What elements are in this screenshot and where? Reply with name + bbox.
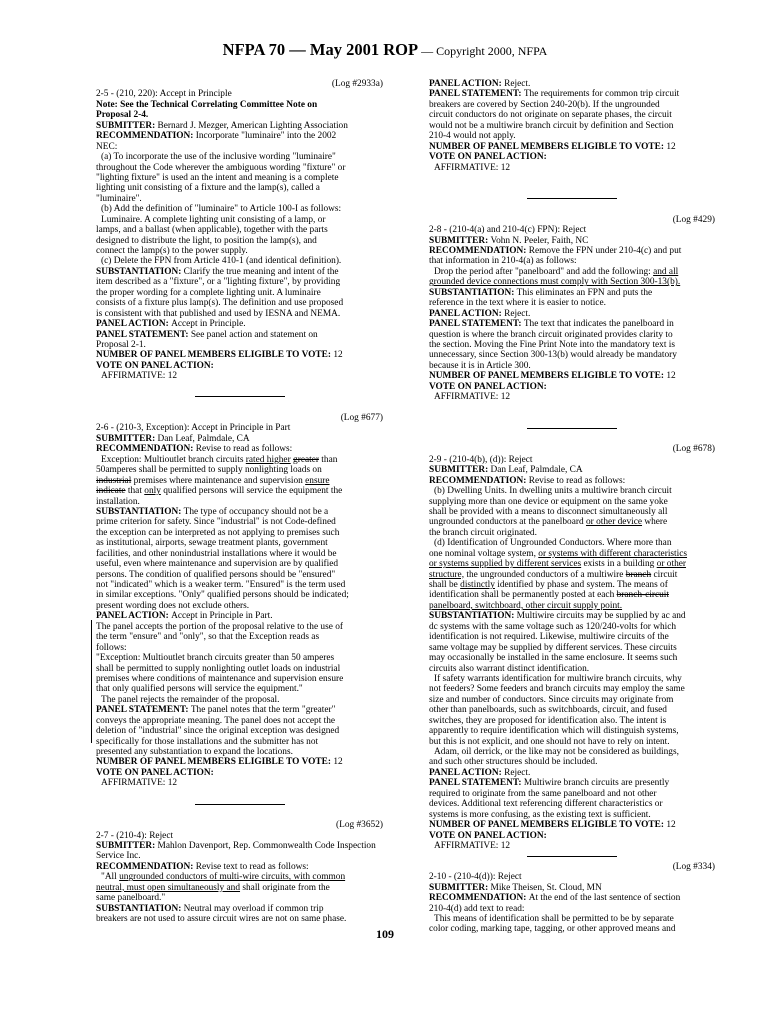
field-label: PANEL STATEMENT:: [429, 89, 524, 100]
field-label: RECOMMENDATION:: [96, 444, 196, 455]
text-line: identification is not required. Likewise, multiwire circuits of the: [429, 632, 669, 643]
field-label: PANEL ACTION:: [429, 308, 505, 319]
inserted-text: only: [144, 486, 161, 497]
text-line: NUMBER OF PANEL MEMBERS ELIGIBLE TO VOTE: 12: [96, 757, 343, 768]
text-line: useful, even where maintenance and supervision are by qualified: [96, 559, 339, 570]
text-line: NUMBER OF PANEL MEMBERS ELIGIBLE TO VOTE: 12: [429, 371, 676, 382]
inserted-text: or systems supplied by different services: [429, 559, 582, 570]
text-line: breakers are not used to assure circuit wires are not on same phase.: [96, 914, 347, 924]
field-label: RECOMMENDATION:: [96, 861, 196, 872]
separator-rule: [195, 804, 285, 805]
text-line: RECOMMENDATION: Revise text to read as follows:: [96, 861, 309, 872]
text-line: VOTE ON PANEL ACTION:: [429, 381, 547, 392]
text-line: or systems supplied by different services exists in a building or other: [429, 559, 687, 570]
copyright-notice: — Copyright 2000, NFPA: [418, 44, 548, 58]
text-line: prime criterion for safety. Since "industrial" is not Code-defined: [96, 517, 336, 528]
spacer: [429, 173, 715, 183]
text-line: as institutional, airports, sewage treatment plants, government: [96, 538, 328, 549]
text-line: "luminaire".: [96, 193, 142, 204]
text-line: that only qualified persons will service the equipment.": [96, 684, 303, 695]
field-label: SUBMITTER:: [429, 465, 491, 476]
text-line: one nominal voltage system, or systems with different characteristics: [429, 548, 688, 559]
text-line: PANEL ACTION: Reject.: [429, 308, 531, 319]
text-line: shall be distinctly identified by phase and system. The means of: [429, 580, 668, 590]
text-line: 210-4 would not apply.: [429, 131, 516, 142]
text-line: PANEL ACTION: Reject.: [429, 767, 531, 778]
text-line: same voltage may be supplied by different services. These circuits: [429, 642, 677, 653]
text-line: shall be permitted to supply nonlighting outlet loads on industrial: [96, 663, 341, 674]
text-line: circuits also warrant distinct identification.: [429, 663, 590, 674]
text-line: may occasionally be installed in the same enclosure. It seems such: [429, 653, 678, 664]
text-line: SUBMITTER: Bernard J. Mezger, American Lighting Association: [96, 120, 348, 131]
separator-rule: [527, 856, 617, 857]
text-line: "All ungrounded conductors of multi-wire circuits, with common: [101, 872, 346, 883]
text-line: Service Inc.: [96, 851, 141, 862]
proposal-separator: [96, 392, 383, 402]
text-line: the proper wording for a complete lighting unit. A luminaire: [96, 287, 321, 298]
inserted-text: grounded device connections must comply with Section 300-13(b).: [429, 277, 681, 288]
text-line: conveys the appropriate meaning. The panel does not accept the: [96, 715, 336, 726]
text-line: SUBMITTER: Mike Theisen, St. Cloud, MN: [429, 882, 602, 893]
text-line: Exception: Multioutlet branch circuits rated higher greater than: [101, 454, 338, 465]
vote-count: 12: [666, 820, 676, 831]
deleted-text: branch-circuit: [616, 590, 669, 601]
text-line: supplying more than one device or equipment on the same yoke: [429, 496, 668, 507]
page-header: [0, 40, 770, 60]
text-line: 2-8 - (210-4(a) and 210-4(c) FPN): Reject: [429, 225, 587, 236]
text-line: RECOMMENDATION: Remove the FPN under 210-4(c) and put: [429, 246, 682, 256]
inserted-text: rated higher: [245, 454, 291, 465]
text-line: "lighting fixture" is used an the intent and meaning is a complete: [96, 172, 339, 183]
field-label: RECOMMENDATION:: [429, 893, 529, 904]
text-line: VOTE ON PANEL ACTION:: [96, 360, 214, 371]
left-column: [96, 79, 383, 924]
text-line: RECOMMENDATION: Incorporate "luminaire" into the 2002: [96, 131, 337, 142]
text-line: NUMBER OF PANEL MEMBERS ELIGIBLE TO VOTE: 12: [96, 350, 343, 361]
vote-count: 12: [666, 371, 676, 382]
text-line: AFFIRMATIVE: 12: [434, 392, 511, 403]
deleted-text: industrial: [96, 475, 132, 486]
text-line: PANEL ACTION: Reject.: [429, 79, 531, 89]
text-line: circuit conductors do not originate on separate phases, the circuit: [429, 110, 672, 121]
text-line: 2-5 - (210, 220): Accept in Principle: [96, 89, 232, 100]
text-line: AFFIRMATIVE: 12: [101, 778, 178, 789]
text-line: PANEL STATEMENT: The requirements for common trip circuit: [429, 89, 680, 100]
text-line: but this is not explicit, and one should not have to rely on intent.: [429, 736, 670, 747]
text-line: not feeders? Some feeders and branch circuits may employ the same: [429, 684, 685, 695]
text-line: color coding, marking tape, tagging, or other approved means and: [429, 924, 676, 935]
revision-bar: [91, 620, 92, 743]
text-line: "Exception: Multioutlet branch circuits greater than 50 amperes: [96, 653, 335, 664]
proposal-separator: [429, 851, 715, 861]
vote-count: 12: [333, 757, 343, 768]
text-line: same panelboard.": [96, 893, 166, 904]
text-line: NEC:: [96, 141, 118, 152]
text-line: industrial premises where maintenance and supervision ensure: [96, 475, 330, 486]
text-line: indicate that only qualified persons will service the equipment the: [96, 486, 343, 497]
text-line: PANEL STATEMENT: See panel action and statement on: [96, 329, 318, 340]
text-line: apparently to require identification which will distinguish systems,: [429, 726, 679, 737]
text-line: RECOMMENDATION: At the end of the last sentence of section: [429, 893, 681, 904]
text-line: size and number of conductors. Since circuits may originate from: [429, 694, 674, 705]
text-line: the exception can be interpreted as not applying to premises such: [96, 527, 340, 538]
field-label: RECOMMENDATION:: [429, 475, 529, 486]
text-line: Proposal 2-4.: [96, 110, 149, 121]
spacer: [429, 434, 715, 444]
text-line: PANEL STATEMENT: The panel notes that the term "greater": [96, 705, 336, 716]
text-line: dc systems with the same voltage such as 120/240-volts for which: [429, 621, 677, 632]
field-label: SUBMITTER:: [429, 882, 491, 893]
text-line: SUBMITTER: Dan Leaf, Palmdale, CA: [429, 465, 583, 476]
spacer: [429, 183, 715, 193]
spacer: [96, 789, 383, 799]
inserted-text: and all: [653, 266, 679, 277]
text-line: the term "ensure" and "only", so that the Exception reads as: [96, 632, 320, 643]
field-label: SUBMITTER:: [96, 120, 158, 131]
text-line: PANEL STATEMENT: The text that indicates the panelboard in: [429, 319, 674, 330]
text-line: NUMBER OF PANEL MEMBERS ELIGIBLE TO VOTE: 12: [429, 820, 676, 831]
text-line: AFFIRMATIVE: 12: [434, 840, 511, 851]
text-line: This means of identification shall be permitted to be by separate: [434, 914, 674, 924]
text-line: PANEL ACTION: Accept in Principle.: [96, 319, 246, 330]
field-label: PANEL ACTION:: [96, 611, 172, 622]
text-line: specifically for those installations and the submitter has not: [96, 736, 319, 747]
text-line: (d) Identification of Ungrounded Conductors. Where more than: [434, 538, 672, 549]
text-line: Luminaire. A complete lighting unit consisting of a lamp, or: [101, 214, 326, 225]
separator-rule: [527, 428, 617, 429]
log-number: (Log #3652): [336, 820, 383, 831]
spacer: [429, 413, 715, 423]
text-line: ungrounded conductors at the panelboard or other device where: [429, 517, 668, 528]
text-line: Proposal 2-1.: [96, 339, 146, 350]
text-line: PANEL ACTION: Accept in Principle in Part.: [96, 611, 273, 622]
text-line: present wording does not exclude others.: [96, 600, 250, 611]
text-line: 2-6 - (210-3, Exception): Accept in Principle in Part: [96, 423, 291, 434]
text-line: installation.: [96, 496, 140, 507]
text-line: VOTE ON PANEL ACTION:: [429, 152, 547, 163]
text-line: structure, the ungrounded conductors of a multiwire branch circuit: [429, 569, 678, 580]
text-line: 2-7 - (210-4): Reject: [96, 830, 174, 841]
text-line: required to originate from the same panelboard and not other: [429, 788, 657, 799]
text-line: Note: See the Technical Correlating Committee Note on: [96, 99, 318, 110]
document-title: NFPA 70 — May 2001 ROP: [222, 40, 419, 59]
proposal-separator: [429, 423, 715, 433]
text-line: not "indicated" which is a weaker term. "Ensured" is the term used: [96, 580, 346, 590]
text-line: PANEL STATEMENT: Multiwire branch circuits are presently: [429, 778, 670, 789]
text-line: SUBSTANTIATION: Neutral may overload if common trip: [96, 903, 324, 914]
field-label: PANEL STATEMENT:: [96, 329, 191, 340]
inserted-text: neutral, must open simultaneously and: [96, 882, 241, 893]
text-line: unnecessary, since Section 300-13(b) would already be mandatory: [429, 350, 677, 361]
text-line: would not be a multiwire branch circuit by definition and Section: [429, 120, 674, 131]
text-line: AFFIRMATIVE: 12: [434, 162, 511, 173]
text-line: NUMBER OF PANEL MEMBERS ELIGIBLE TO VOTE: 12: [429, 141, 676, 152]
text-line: AFFIRMATIVE: 12: [101, 371, 178, 382]
spacer: [429, 204, 715, 214]
deleted-text: greater: [293, 454, 319, 465]
field-label: PANEL STATEMENT:: [429, 778, 524, 789]
text-line: SUBSTANTIATION: Multiwire circuits may be supplied by ac and: [429, 611, 686, 622]
text-line: lighting unit consisting of a fixture and the lamp(s), called a: [96, 183, 320, 194]
text-line: VOTE ON PANEL ACTION:: [96, 767, 214, 778]
separator-rule: [527, 198, 617, 199]
proposal-separator: [96, 799, 383, 809]
field-label: PANEL ACTION:: [429, 767, 505, 778]
text-line: other than panelboards, such as switchboards, circuit, and fused: [429, 705, 667, 716]
inserted-text: structure,: [429, 569, 465, 580]
text-line: The panel rejects the remainder of the proposal.: [101, 694, 280, 705]
log-number: (Log #2933a): [331, 79, 383, 89]
text-line: (b) Add the definition of "luminaire" to Article 100-I as follows:: [101, 204, 342, 215]
field-label: SUBSTANTIATION:: [96, 506, 184, 517]
inserted-text: or systems with different characteristics: [538, 548, 688, 559]
field-label: SUBMITTER:: [429, 235, 491, 246]
text-line: is consistent with that published and used by IESNA and NEMA.: [96, 308, 341, 319]
field-label: PANEL ACTION:: [429, 79, 505, 89]
inserted-text: distinctly: [460, 580, 495, 590]
text-line: facilities, and other nonindustrial installations where it would be: [96, 548, 337, 559]
text-line: consists of a fixture plus lamp(s). The definition and use proposed: [96, 298, 344, 309]
field-label: SUBSTANTIATION:: [429, 611, 517, 622]
text-line: follows:: [96, 642, 127, 653]
text-line: 50amperes shall be permitted to supply nonlighting loads on: [96, 465, 322, 476]
text-line: shall be provided with a means to disconnect simultaneously all: [429, 506, 668, 517]
field-label: PANEL STATEMENT:: [429, 319, 524, 330]
text-line: connect the lamp(s) to the power supply.: [96, 246, 248, 256]
text-line: persons. The condition of qualified persons should be "ensured": [96, 569, 336, 580]
separator-rule: [195, 396, 285, 397]
text-line: SUBSTANTIATION: The type of occupancy should not be a: [96, 506, 329, 517]
text-line: neutral, must open simultaneously and shall originate from the: [96, 882, 330, 893]
spacer: [96, 382, 383, 392]
text-line: RECOMMENDATION: Revise to read as follows:: [96, 444, 293, 455]
deleted-text: indicate: [96, 486, 126, 497]
text-line: lamps, and a ballast (when applicable), together with the parts: [96, 225, 328, 236]
text-line: the branch circuit originated.: [429, 527, 537, 538]
log-number: (Log #429): [672, 214, 715, 225]
field-label: SUBSTANTIATION:: [96, 266, 184, 277]
text-line: devices. Additional text referencing different characteristics or: [429, 799, 663, 810]
text-line: (b) Dwelling Units. In dwelling units a multiwire branch circuit: [434, 486, 672, 497]
text-line: deletion of "industrial" since the original exception was designed: [96, 726, 340, 737]
text-line: SUBMITTER: Dan Leaf, Palmdale, CA: [96, 433, 250, 444]
spacer: [96, 810, 383, 820]
text-line: reference in the text where it is easier to notice.: [429, 298, 606, 309]
vote-count: 12: [666, 141, 676, 152]
field-label: SUBMITTER:: [96, 840, 158, 851]
inserted-text: ensure: [305, 475, 330, 486]
spacer: [429, 403, 715, 413]
text-line: in similar exceptions. "Only" qualified persons should be indicated;: [96, 590, 349, 601]
text-line: SUBSTANTIATION: Clarify the true meaning and intent of the: [96, 266, 339, 277]
field-label: SUBSTANTIATION:: [429, 287, 517, 298]
text-line: 2-9 - (210-4(b), (d)): Reject: [429, 454, 533, 465]
inserted-text: or other: [656, 559, 687, 570]
text-line: [429, 601, 715, 611]
page-number: 109: [376, 927, 394, 941]
text-line: question is where the branch circuit originated provides clarity to: [429, 329, 673, 340]
inserted-text: ungrounded conductors of multi-wire circuits, with common: [119, 872, 346, 883]
text-line: breakers are covered by Section 240-20(b). If the ungrounded: [429, 99, 660, 110]
field-label: RECOMMENDATION:: [429, 246, 529, 256]
text-line: presented any substantiation to expand the locations.: [96, 747, 293, 757]
text-line: The panel accepts the portion of the proposal relative to the use of: [96, 621, 344, 632]
vote-count: 12: [333, 350, 343, 361]
text-line: RECOMMENDATION: Revise to read as follows:: [429, 475, 626, 486]
text-line: identification shall be permanently posted at each branch-circuit: [429, 590, 669, 601]
text-line: item described as a "fixture", or a "lighting fixture", by providing: [96, 277, 341, 288]
text-line: 210-4(d) add text to read:: [429, 903, 525, 914]
text-line: 2-10 - (210-4(d)): Reject: [429, 872, 522, 883]
text-line: VOTE ON PANEL ACTION:: [429, 830, 547, 841]
log-number: (Log #677): [340, 413, 383, 423]
inserted-text: panelboard, switchboard, other circuit supply point.: [429, 600, 623, 611]
field-label: SUBSTANTIATION:: [96, 903, 184, 914]
field-label: PANEL STATEMENT:: [96, 705, 191, 716]
inserted-text: or other device: [585, 517, 643, 528]
spacer: [96, 403, 383, 413]
text-line: that information in 210-4(a) as follows:: [429, 256, 577, 267]
text-line: switches, they are proposed for identification also. The intent is: [429, 715, 667, 726]
text-line: SUBSTANTIATION: This eliminates an FPN and puts the: [429, 287, 653, 298]
text-line: the section. Moving the Fine Print Note into the mandatory text is: [429, 339, 676, 350]
text-line: because it is in Article 300.: [429, 360, 531, 371]
field-label: SUBMITTER:: [96, 433, 158, 444]
text-line: Drop the period after "panelboard" and add the following: and all: [434, 266, 679, 277]
text-line: (a) To incorporate the use of the inclusive wording "luminaire": [101, 152, 336, 163]
text-line: throughout the Code wherever the ambiguous wording "fixture" or: [96, 162, 346, 173]
text-line: Adam, oil derrick, or the like may not be considered as buildings,: [434, 747, 679, 757]
text-line: and such other structures should be included.: [429, 757, 598, 768]
field-label: RECOMMENDATION:: [96, 131, 196, 142]
text-line: [429, 277, 715, 287]
text-line: SUBMITTER: Mahlon Davenport, Rep. Commonwealth Code Inspection: [96, 840, 376, 851]
text-line: SUBMITTER: Vohn N. Peeler, Faith, NC: [429, 235, 589, 246]
log-number: (Log #678): [672, 444, 715, 455]
field-label: PANEL ACTION:: [96, 319, 172, 330]
text-line: If safety warrants identification for multiwire branch circuits, why: [434, 673, 682, 684]
proposal-separator: [429, 194, 715, 204]
deleted-text: branch: [625, 569, 652, 580]
right-column: [429, 79, 715, 935]
text-line: designed to distribute the light, to position the lamp(s), and: [96, 235, 317, 246]
text-line: (c) Delete the FPN from Article 410-1 (and identical definition).: [101, 256, 342, 267]
text-line: premises where conditions of maintenance and supervision ensure: [96, 673, 344, 684]
log-number: (Log #334): [672, 861, 715, 872]
text-line: systems is more confusing, as the existing text is sufficient.: [429, 809, 651, 820]
